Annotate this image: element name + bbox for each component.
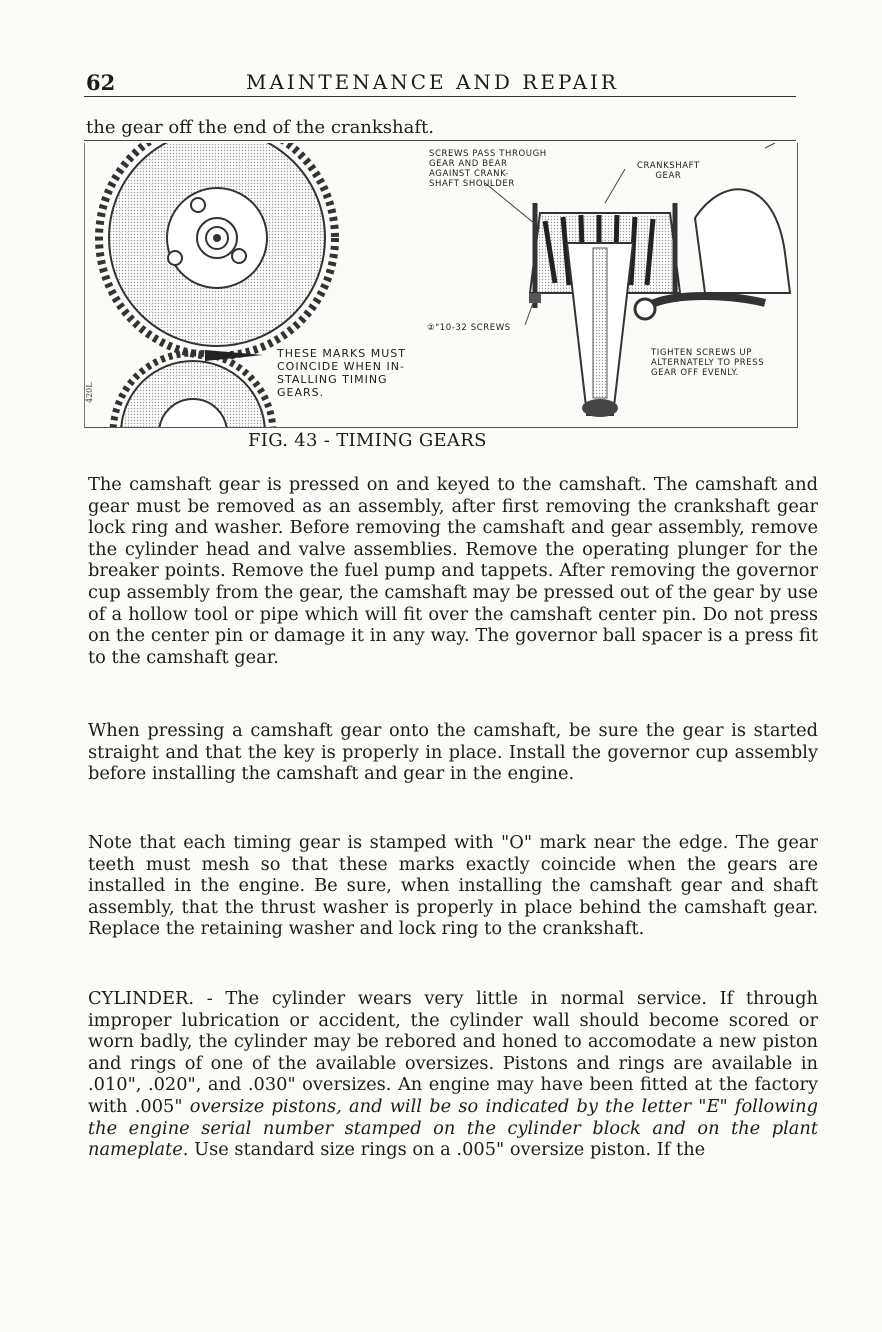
label-screws-pass: SCREWS PASS THROUGH GEAR AND BEAR AGAINST CRANK- SHAFT SHOULDER [429,149,547,189]
label-tighten: TIGHTEN SCREWS UP ALTERNATELY TO PRESS GEAR OFF EVENLY. [651,348,765,378]
crankshaft-gear-drawing [113,353,273,427]
figure-timing-gears [84,143,798,428]
lead-line: the gear off the end of the crankshaft. [86,117,434,138]
paragraph-camshaft-install: When pressing a camshaft gear onto the camshaft, be sure the gear is started straight and that the key is properly in place. Install the governor cup assembly before installing the camshaft and gear in the engine. [88,720,818,785]
cylinder-heading: CYLINDER. [88,988,195,1009]
figure-caption: FIG. 43 - TIMING GEARS [248,430,487,451]
camshaft-gear-drawing [99,143,335,356]
figure-top-rule [84,140,796,141]
cylinder-text-end: Use standard size rings on a .005" oversize piston. If the [194,1139,706,1161]
label-crankshaft-gear: CRANKSHAFT GEAR [637,161,700,181]
gear-puller-drawing [529,189,790,417]
page-number: 62 [86,70,116,95]
header-rule [84,96,796,97]
paragraph-timing-marks: Note that each timing gear is stamped with "O" mark near the edge. The gear teeth must mesh so that these marks exactly coincide when the gears are installed in the engine. Be sure, when installing the camshaft gear and shaft assembly, that the thrust washer is properly in place behind the camshaft gear. Replace the retaining washer and lock ring to the crankshaft. [88,832,818,940]
figure-side-code: 420L [85,382,94,403]
running-header: MAINTENANCE AND REPAIR [246,70,619,94]
hand-drawing [695,189,790,293]
paragraph-camshaft-removal: The camshaft gear is pressed on and keyed to the camshaft. The camshaft and gear must be removed as an assembly, after first removing the crankshaft gear lock ring and washer. Before removing the camshaft and gear assembly, remove the cylinder head and valve assemblies. Remove the operating plunger for the breaker points. Remove the fuel pump and tappets. After removing the governor cup assembly from the gear, the camshaft may be pressed out of the gear by use of a hollow tool or pipe which will fit over the camshaft center pin. Do not press on the center pin or damage it in any way. The governor ball spacer is a press fit to the camshaft gear. [88,474,818,668]
label-marks: THESE MARKS MUST COINCIDE WHEN IN- STALLING TIMING GEARS. [277,347,406,399]
paragraph-cylinder [88,988,818,1161]
cylinder-text: - The cylinder wears very little in normal service. If through improper lubrication or accident, the cylinder wall should become scored or worn badly, the cylinder may be rebored and honed to accomodate a new piston and rings of one of the available oversizes. Pistons and rings are available in .010", .020", and .030" oversizes. An engine may have been fitted at the factory with .005" [88,988,818,1117]
wrench-drawing [645,296,765,308]
label-screws: ②"10-32 SCREWS [427,323,511,333]
cylinder-italic-text: oversize pistons, and will be so indicated by the letter "E" following the engine serial number stamped on the cylinder block and on the plant nameplate. [88,1095,818,1161]
